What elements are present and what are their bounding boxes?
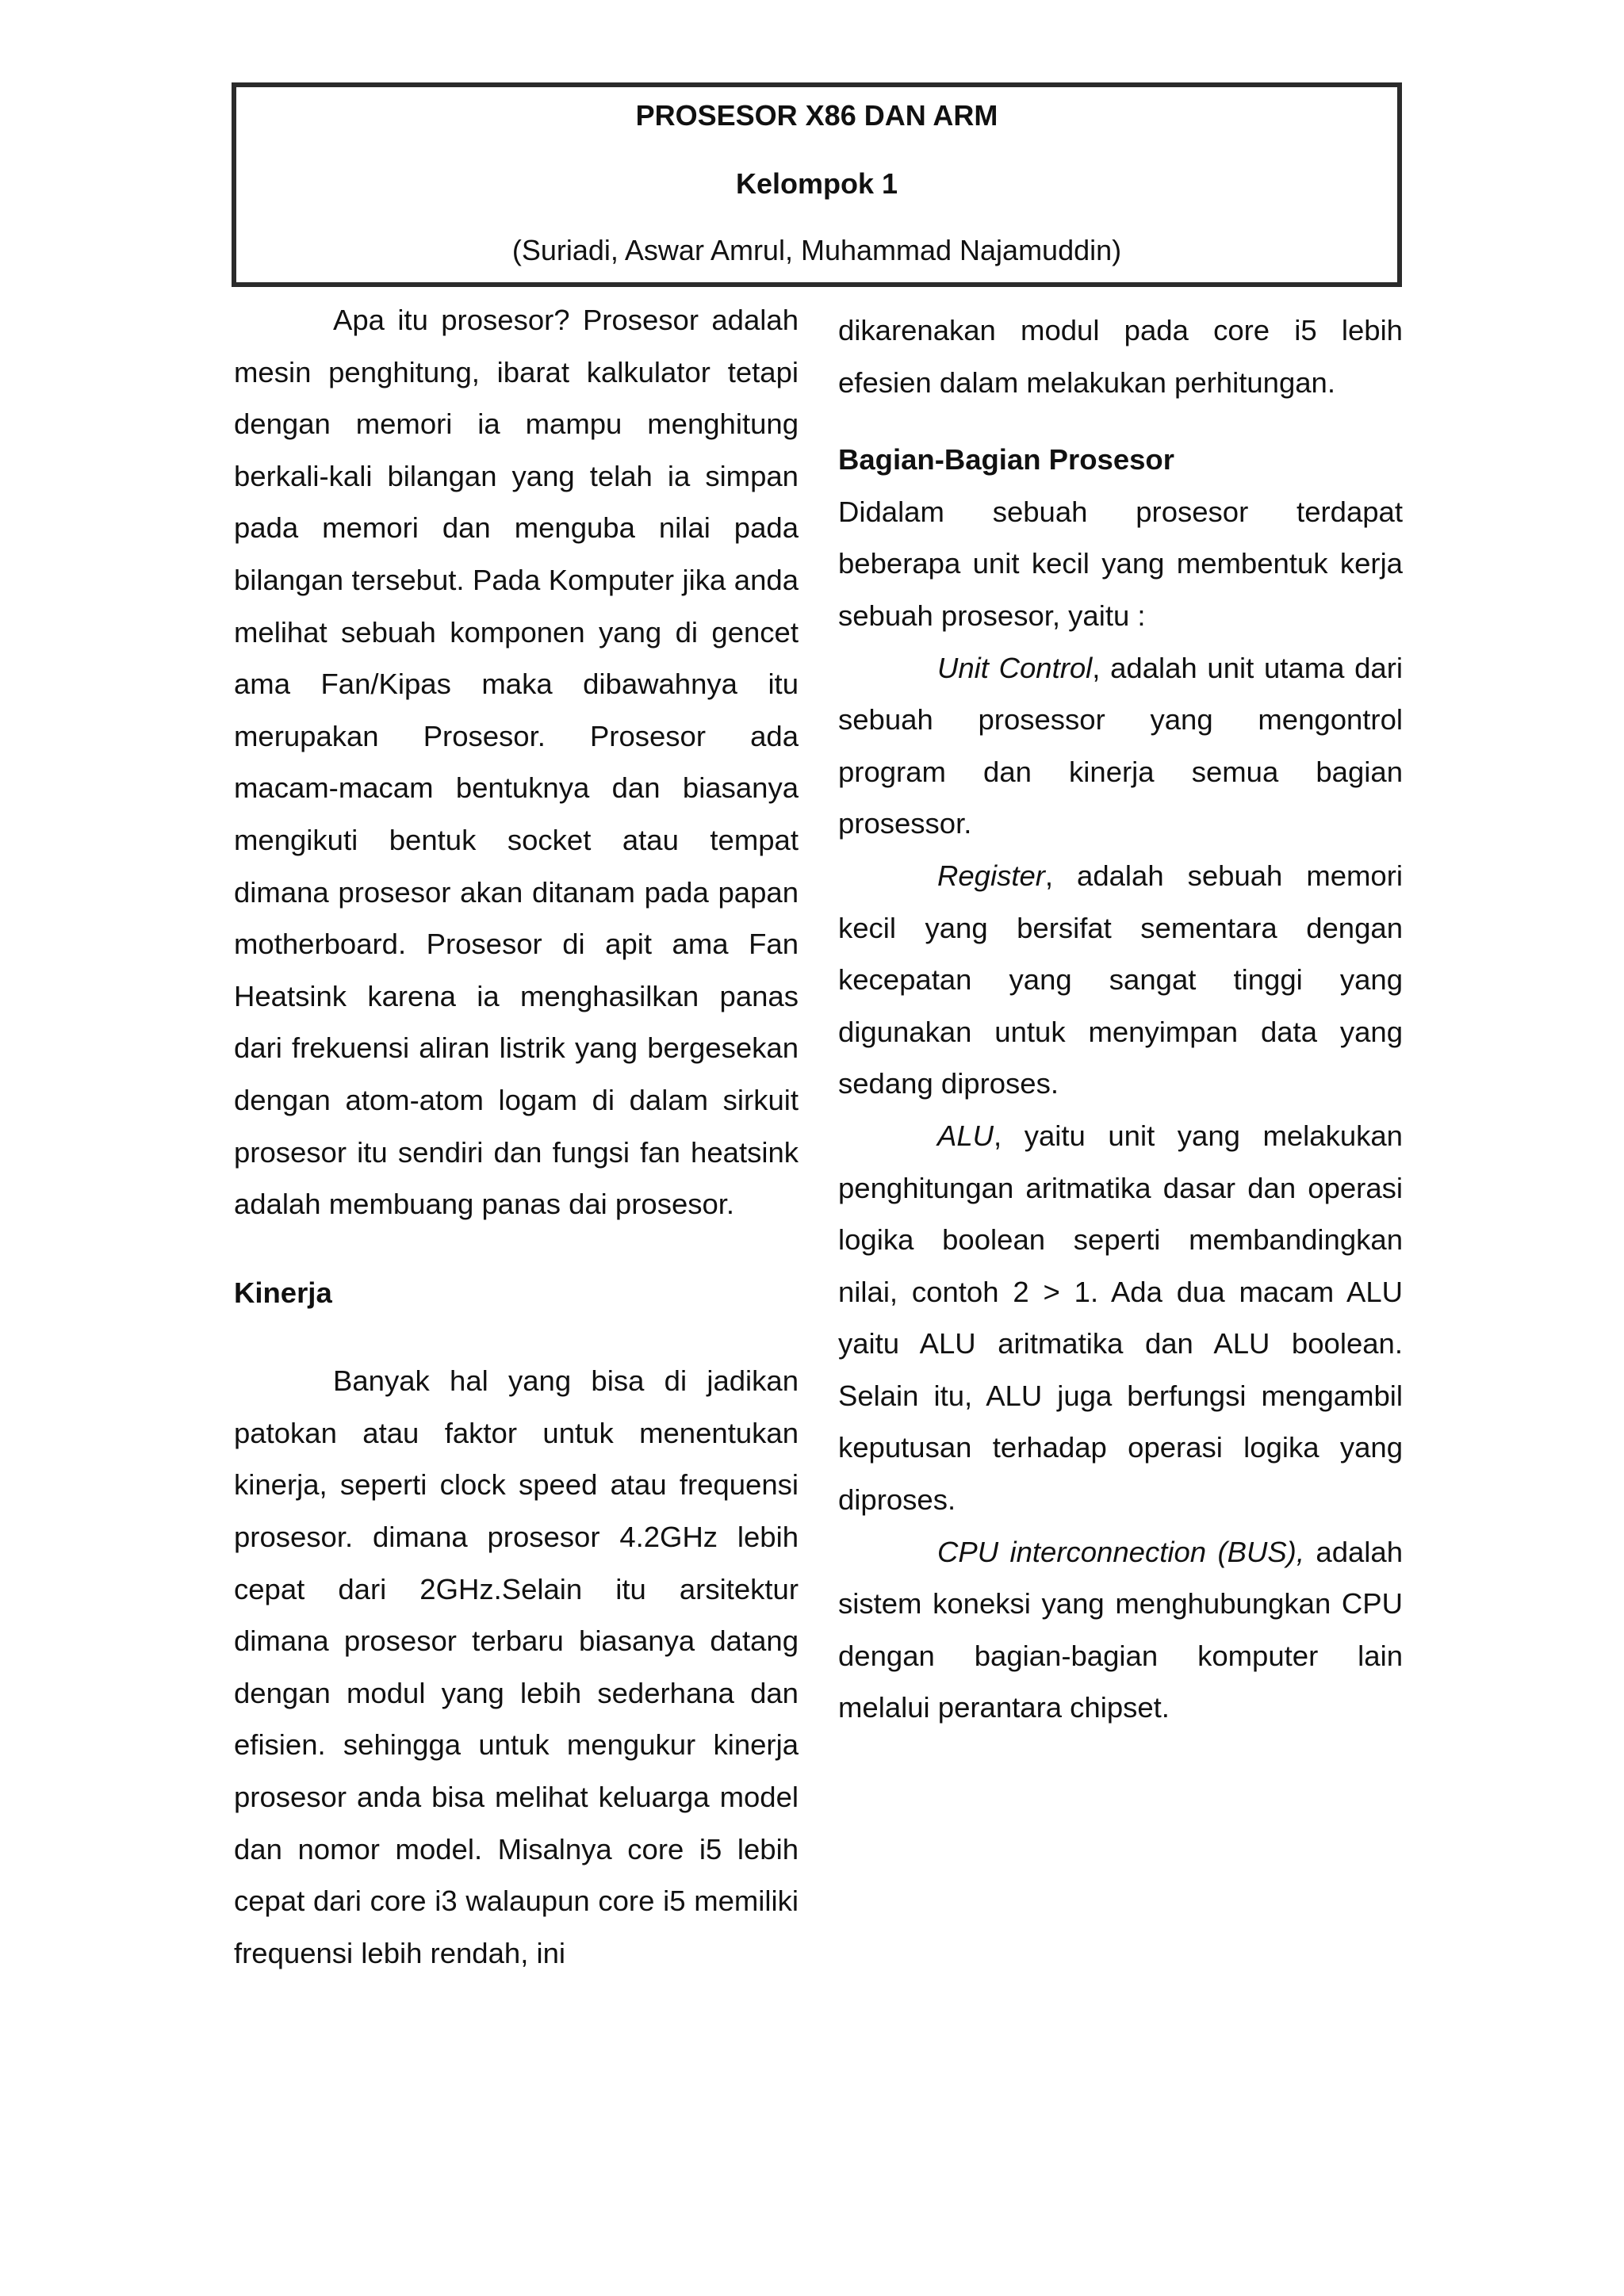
intro-paragraph: Apa itu prosesor? Prosesor adalah mesin penghitung, ibarat kalkulator tetapi dengan memori ia mampu menghitung berkali-kali bilangan yang telah ia simpan pada memori dan menguba nilai pada bilangan tersebut. Pada Komputer jika anda melihat sebuah komponen yang di gencet ama Fan/Kipas maka dibawahnya itu merupakan Prosesor. Prosesor ada macam-macam bentuknya dan biasanya mengikuti bentuk socket atau tempat dimana prosesor akan ditanam pada papan motherboard. Prosesor di apit ama Fan Heatsink karena ia menghasilkan panas dari frekuensi aliran listrik yang bergesekan dengan atom-atom logam di dalam sirkuit prosesor itu sendiri dan fungsi fan heatsink adalah membuang panas dai prosesor. xyxy=(234,304,799,1221)
alu-term: ALU xyxy=(937,1119,994,1152)
author-list: (Suriadi, Aswar Amrul, Muhammad Najamuddin) xyxy=(511,234,1122,266)
alu-text: , yaitu unit yang melakukan penghitungan aritmatika dasar dan operasi logika boolean seperti membandingkan nilai, contoh 2 > 1. Ada dua macam ALU yaitu ALU aritmatika dan ALU boolean. Selain itu, ALU juga berfungsi mengambil keputusan terhadap operasi logika yang diproses. xyxy=(838,1119,1403,1517)
spacer xyxy=(234,1318,799,1355)
bagian-intro-paragraph: Didalam sebuah prosesor terdapat beberapa unit kecil yang membentuk kerja sebuah prosesor, yaitu : xyxy=(838,495,1403,632)
unit-control-paragraph xyxy=(838,642,1403,850)
cpu-bus-paragraph xyxy=(838,1526,1403,1734)
continuation-paragraph: dikarenakan modul pada core i5 lebih efesien dalam melakukan perhitungan. xyxy=(838,314,1403,399)
unit-control-term: Unit Control xyxy=(937,651,1093,684)
group-name: Kelompok 1 xyxy=(735,167,898,200)
register-term: Register xyxy=(937,859,1045,892)
left-column xyxy=(234,294,799,1979)
title-box xyxy=(232,82,1402,287)
kinerja-paragraph: Banyak hal yang bisa di jadikan patokan atau faktor untuk menentukan kinerja, seperti clock speed atau frequensi prosesor. dimana prosesor 4.2GHz lebih cepat dari 2GHz.Selain itu arsitektur dimana prosesor terbaru biasanya datang dengan modul yang lebih sederhana dan efisien. sehingga untuk mengukur kinerja prosesor anda bisa melihat keluarga model dan nomor model. Misalnya core i5 lebih cepat dari core i3 walaupun core i5 memiliki frequensi lebih rendah, ini xyxy=(234,1364,799,1969)
spacer xyxy=(838,408,1403,434)
right-column xyxy=(838,304,1403,1734)
spacer xyxy=(234,1230,799,1267)
register-paragraph xyxy=(838,850,1403,1110)
kinerja-heading: Kinerja xyxy=(234,1276,332,1309)
register-text: , adalah sebuah memori kecil yang bersifat sementara dengan kecepatan yang sangat tinggi yang digunakan untuk menyimpan data yang sedang diproses. xyxy=(838,859,1403,1100)
cpu-bus-term: CPU interconnection (BUS), xyxy=(937,1535,1304,1568)
bagian-heading: Bagian-Bagian Prosesor xyxy=(838,443,1174,476)
unit-control-text: , adalah unit utama dari sebuah prosessor yang mengontrol program dan kinerja semua bagian prosessor. xyxy=(838,651,1403,840)
alu-paragraph xyxy=(838,1110,1403,1526)
cpu-bus-text: adalah sistem koneksi yang menghubungkan CPU dengan bagian-bagian komputer lain melalui perantara chipset. xyxy=(838,1535,1403,1724)
document-title: PROSESOR X86 DAN ARM xyxy=(635,99,998,132)
